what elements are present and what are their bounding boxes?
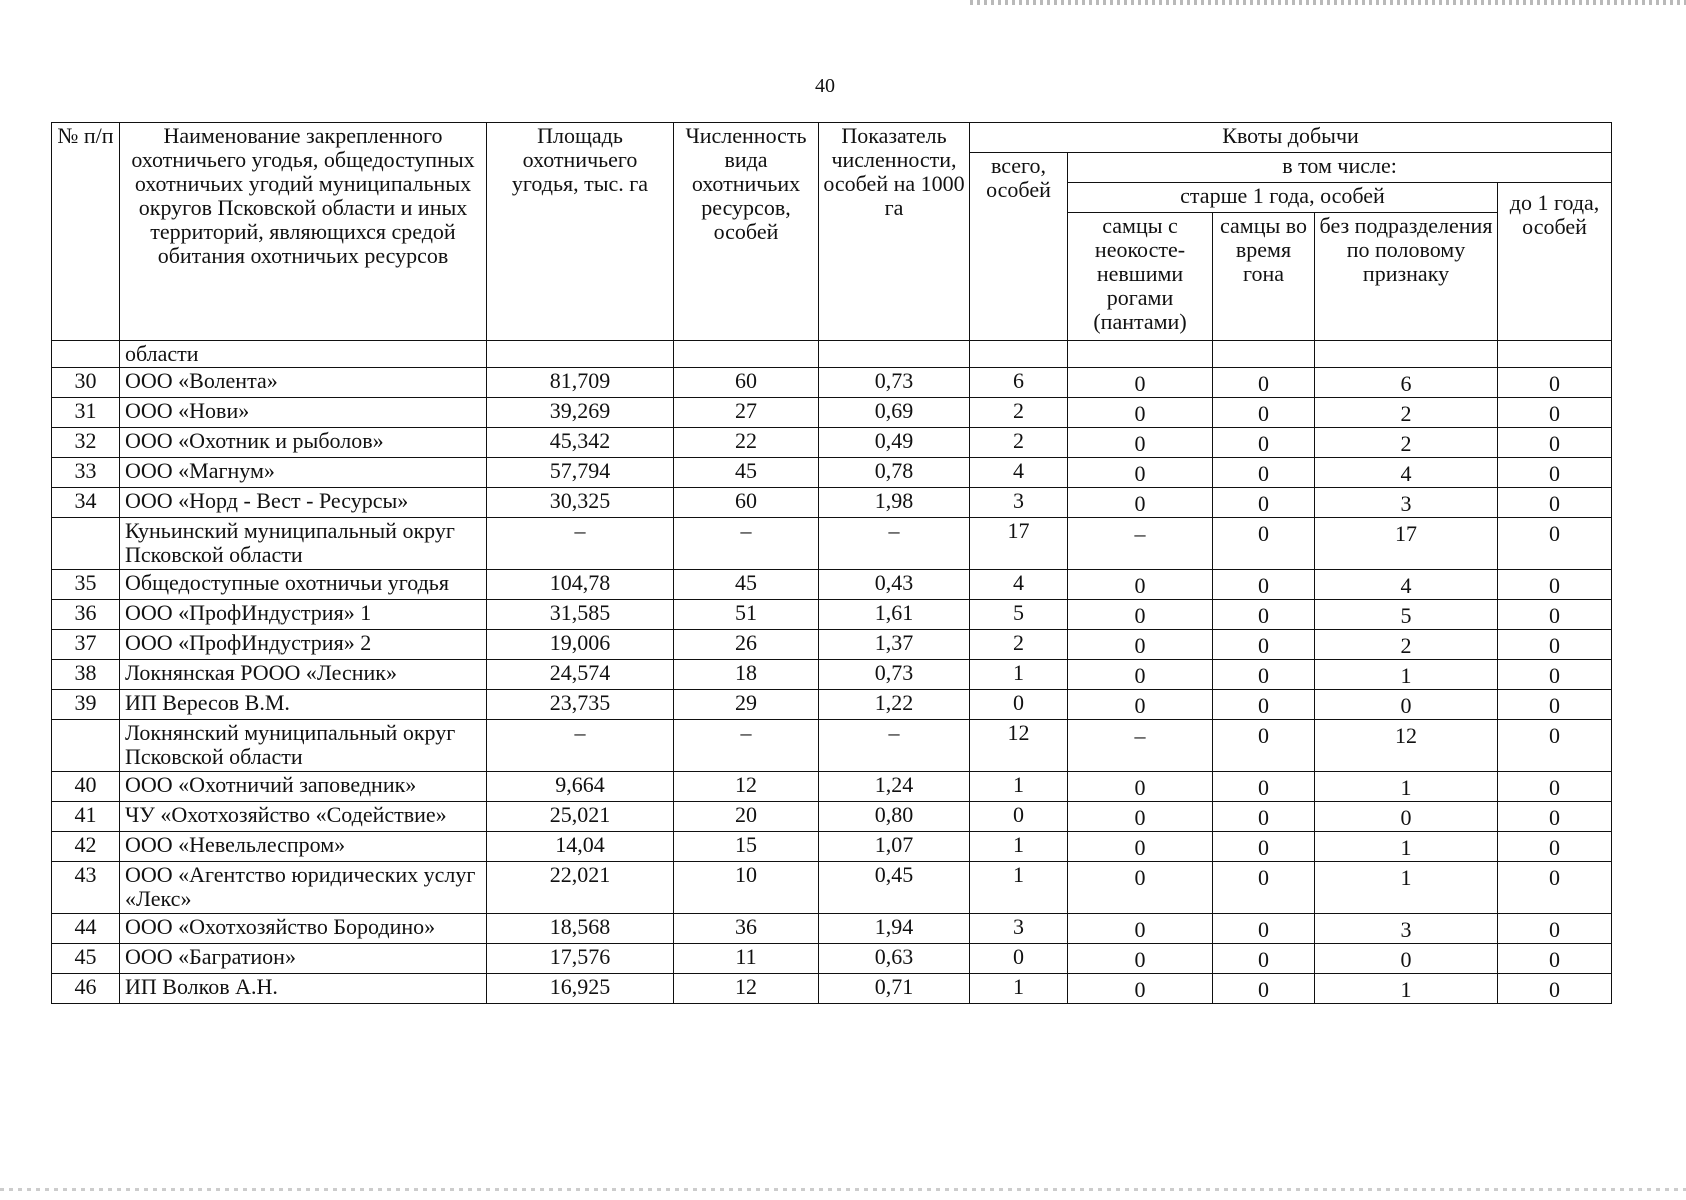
cell-density: 0,73 <box>819 368 970 398</box>
cell-name: ИП Волков А.Н. <box>120 974 487 1004</box>
cell-area: 81,709 <box>487 368 674 398</box>
cell-under: 0 <box>1498 518 1612 570</box>
cell-males-antlers: 0 <box>1068 428 1213 458</box>
cell-under <box>1498 341 1612 368</box>
cell-males-antlers: 0 <box>1068 660 1213 690</box>
cell-under: 0 <box>1498 772 1612 802</box>
cell-name: ООО «Нови» <box>120 398 487 428</box>
cell-males-antlers: 0 <box>1068 600 1213 630</box>
cell-no-sex: 17 <box>1315 518 1498 570</box>
cell-name: ООО «Багратион» <box>120 944 487 974</box>
scan-edge-top <box>970 0 1686 5</box>
cell-num: 39 <box>52 690 120 720</box>
header-older: старше 1 года, особей <box>1068 183 1498 213</box>
table-row <box>52 660 1612 690</box>
cell-males-rut: 0 <box>1213 772 1315 802</box>
cell-name: ООО «ПрофИндустрия» 2 <box>120 630 487 660</box>
cell-area: 17,576 <box>487 944 674 974</box>
header-num: № п/п <box>52 123 120 341</box>
table-row <box>52 630 1612 660</box>
cell-num <box>52 720 120 772</box>
cell-males-rut: 0 <box>1213 630 1315 660</box>
cell-area: 45,342 <box>487 428 674 458</box>
cell-density: 0,43 <box>819 570 970 600</box>
cell-name: ЧУ «Охотхозяйство «Содействие» <box>120 802 487 832</box>
cell-density: 0,71 <box>819 974 970 1004</box>
cell-males-antlers: 0 <box>1068 488 1213 518</box>
table-row <box>52 772 1612 802</box>
cell-area: – <box>487 720 674 772</box>
table-row <box>52 914 1612 944</box>
cell-num: 31 <box>52 398 120 428</box>
cell-name: Локнянская РООО «Лесник» <box>120 660 487 690</box>
cell-total: 1 <box>970 862 1068 914</box>
cell-num: 45 <box>52 944 120 974</box>
table-row <box>52 690 1612 720</box>
cell-under: 0 <box>1498 428 1612 458</box>
cell-name: ООО «Охотничий заповедник» <box>120 772 487 802</box>
cell-population: 10 <box>674 862 819 914</box>
cell-name: ООО «Норд - Вест - Ресурсы» <box>120 488 487 518</box>
table-row <box>52 974 1612 1004</box>
header-no-sex: без подразделения по половому признаку <box>1315 213 1498 341</box>
cell-num <box>52 518 120 570</box>
cell-total: 1 <box>970 772 1068 802</box>
cell-name: ООО «ПрофИндустрия» 1 <box>120 600 487 630</box>
cell-males-rut: 0 <box>1213 600 1315 630</box>
cell-density: 0,69 <box>819 398 970 428</box>
cell-males-antlers: 0 <box>1068 570 1213 600</box>
scan-edge-bottom <box>0 1188 1686 1191</box>
header-males-rut: самцы во время гона <box>1213 213 1315 341</box>
cell-name: Куньинский муниципальный округ Псковской области <box>120 518 487 570</box>
cell-population: 29 <box>674 690 819 720</box>
cell-under: 0 <box>1498 914 1612 944</box>
cell-area: 9,664 <box>487 772 674 802</box>
cell-males-rut: 0 <box>1213 862 1315 914</box>
table-row <box>52 458 1612 488</box>
cell-area: 31,585 <box>487 600 674 630</box>
cell-num <box>52 341 120 368</box>
table-row <box>52 428 1612 458</box>
cell-no-sex: 12 <box>1315 720 1498 772</box>
cell-population: 27 <box>674 398 819 428</box>
cell-males-rut: 0 <box>1213 720 1315 772</box>
cell-name: Локнянский муниципальный округ Псковской области <box>120 720 487 772</box>
cell-total: 2 <box>970 428 1068 458</box>
cell-males-antlers: 0 <box>1068 802 1213 832</box>
cell-males-rut: 0 <box>1213 570 1315 600</box>
cell-density: 1,22 <box>819 690 970 720</box>
cell-no-sex: 0 <box>1315 802 1498 832</box>
cell-name: Общедоступные охотничьи угодья <box>120 570 487 600</box>
cell-population: 18 <box>674 660 819 690</box>
header-males-antlers: самцы с неокосте-невшими рогами (пантами) <box>1068 213 1213 341</box>
cell-males-rut: 0 <box>1213 660 1315 690</box>
table-body <box>52 341 1612 1004</box>
cell-area: 104,78 <box>487 570 674 600</box>
cell-no-sex: 1 <box>1315 660 1498 690</box>
cell-under: 0 <box>1498 398 1612 428</box>
cell-males-rut: 0 <box>1213 832 1315 862</box>
cell-no-sex: 4 <box>1315 570 1498 600</box>
cell-males-antlers: – <box>1068 720 1213 772</box>
cell-males-rut: 0 <box>1213 458 1315 488</box>
cell-density: 1,24 <box>819 772 970 802</box>
cell-under: 0 <box>1498 368 1612 398</box>
cell-under: 0 <box>1498 660 1612 690</box>
cell-population: 45 <box>674 458 819 488</box>
cell-no-sex: 2 <box>1315 398 1498 428</box>
cell-no-sex: 5 <box>1315 600 1498 630</box>
table-row <box>52 570 1612 600</box>
cell-under: 0 <box>1498 802 1612 832</box>
cell-total: 0 <box>970 944 1068 974</box>
cell-males-rut: 0 <box>1213 518 1315 570</box>
cell-area: 18,568 <box>487 914 674 944</box>
cell-density: 1,61 <box>819 600 970 630</box>
cell-males-antlers: 0 <box>1068 974 1213 1004</box>
cell-population: 60 <box>674 488 819 518</box>
cell-total: 4 <box>970 458 1068 488</box>
cell-males-antlers: – <box>1068 518 1213 570</box>
cell-density: 1,94 <box>819 914 970 944</box>
cell-density: – <box>819 518 970 570</box>
cell-density: 0,45 <box>819 862 970 914</box>
cell-total: 12 <box>970 720 1068 772</box>
cell-num: 34 <box>52 488 120 518</box>
cell-population: 22 <box>674 428 819 458</box>
cell-density: 0,80 <box>819 802 970 832</box>
cell-males-antlers: 0 <box>1068 914 1213 944</box>
cell-males-rut: 0 <box>1213 690 1315 720</box>
cell-no-sex: 2 <box>1315 428 1498 458</box>
cell-no-sex: 3 <box>1315 488 1498 518</box>
cell-population: 51 <box>674 600 819 630</box>
cell-population: 12 <box>674 974 819 1004</box>
cell-name: ООО «Невельлеспром» <box>120 832 487 862</box>
cell-total: 3 <box>970 488 1068 518</box>
cell-area: 16,925 <box>487 974 674 1004</box>
cell-density: 0,78 <box>819 458 970 488</box>
cell-under: 0 <box>1498 974 1612 1004</box>
cell-area: 24,574 <box>487 660 674 690</box>
cell-males-antlers: 0 <box>1068 630 1213 660</box>
cell-num: 37 <box>52 630 120 660</box>
cell-area: 25,021 <box>487 802 674 832</box>
cell-num: 38 <box>52 660 120 690</box>
cell-no-sex: 1 <box>1315 862 1498 914</box>
cell-population: 20 <box>674 802 819 832</box>
cell-name: ООО «Агентство юридических услуг «Лекс» <box>120 862 487 914</box>
table-row <box>52 862 1612 914</box>
cell-total: 2 <box>970 630 1068 660</box>
cell-no-sex: 0 <box>1315 944 1498 974</box>
cell-total <box>970 341 1068 368</box>
cell-density: 1,37 <box>819 630 970 660</box>
cell-density <box>819 341 970 368</box>
cell-population: – <box>674 518 819 570</box>
cell-no-sex: 1 <box>1315 832 1498 862</box>
header-quotas: Квоты добычи <box>970 123 1612 153</box>
cell-under: 0 <box>1498 630 1612 660</box>
cell-num: 43 <box>52 862 120 914</box>
header-population: Численность вида охотничьих ресурсов, особей <box>674 123 819 341</box>
header-total: всего, особей <box>970 153 1068 341</box>
cell-total: 1 <box>970 974 1068 1004</box>
cell-name: области <box>120 341 487 368</box>
cell-num: 40 <box>52 772 120 802</box>
cell-males-rut: 0 <box>1213 428 1315 458</box>
cell-density: 1,98 <box>819 488 970 518</box>
cell-males-rut: 0 <box>1213 368 1315 398</box>
quota-table <box>51 122 1612 1004</box>
cell-population: 45 <box>674 570 819 600</box>
header-name: Наименование закрепленного охотничьего угодья, общедоступных охотничьих угодий муниципальных округов Псковской области и иных территорий, являющихся средой обитания охотничьих ресурсов <box>120 123 487 341</box>
cell-males-antlers: 0 <box>1068 690 1213 720</box>
cell-population: 36 <box>674 914 819 944</box>
cell-population: 60 <box>674 368 819 398</box>
cell-total: 1 <box>970 832 1068 862</box>
cell-density: 0,49 <box>819 428 970 458</box>
cell-males-antlers: 0 <box>1068 862 1213 914</box>
cell-no-sex: 3 <box>1315 914 1498 944</box>
cell-males-rut: 0 <box>1213 944 1315 974</box>
cell-area: 14,04 <box>487 832 674 862</box>
page-number: 40 <box>815 75 835 97</box>
cell-total: 6 <box>970 368 1068 398</box>
cell-males-rut: 0 <box>1213 398 1315 428</box>
cell-area <box>487 341 674 368</box>
cell-num: 41 <box>52 802 120 832</box>
header-including: в том числе: <box>1068 153 1612 183</box>
cell-under: 0 <box>1498 570 1612 600</box>
cell-population: 11 <box>674 944 819 974</box>
cell-total: 4 <box>970 570 1068 600</box>
cell-males-rut: 0 <box>1213 974 1315 1004</box>
cell-males-antlers: 0 <box>1068 398 1213 428</box>
cell-num: 44 <box>52 914 120 944</box>
header-density: Показатель численности, особей на 1000 га <box>819 123 970 341</box>
cell-no-sex: 4 <box>1315 458 1498 488</box>
cell-population <box>674 341 819 368</box>
cell-under: 0 <box>1498 458 1612 488</box>
table-row <box>52 832 1612 862</box>
cell-num: 33 <box>52 458 120 488</box>
continuation-row <box>52 341 1612 368</box>
cell-under: 0 <box>1498 600 1612 630</box>
table-row <box>52 518 1612 570</box>
cell-density: 1,07 <box>819 832 970 862</box>
header-area: Площадь охотничьего угодья, тыс. га <box>487 123 674 341</box>
cell-area: 30,325 <box>487 488 674 518</box>
cell-name: ООО «Магнум» <box>120 458 487 488</box>
table-row <box>52 944 1612 974</box>
cell-population: 26 <box>674 630 819 660</box>
cell-under: 0 <box>1498 690 1612 720</box>
cell-name: ООО «Волента» <box>120 368 487 398</box>
cell-num: 35 <box>52 570 120 600</box>
table-row <box>52 802 1612 832</box>
table-row <box>52 720 1612 772</box>
cell-area: 22,021 <box>487 862 674 914</box>
cell-under: 0 <box>1498 832 1612 862</box>
cell-under: 0 <box>1498 944 1612 974</box>
table-row <box>52 488 1612 518</box>
table-row <box>52 368 1612 398</box>
cell-males-antlers: 0 <box>1068 458 1213 488</box>
cell-males-antlers: 0 <box>1068 772 1213 802</box>
cell-males-rut <box>1213 341 1315 368</box>
cell-males-antlers: 0 <box>1068 368 1213 398</box>
cell-total: 1 <box>970 660 1068 690</box>
cell-no-sex: 6 <box>1315 368 1498 398</box>
cell-males-antlers: 0 <box>1068 944 1213 974</box>
cell-population: 12 <box>674 772 819 802</box>
cell-num: 42 <box>52 832 120 862</box>
cell-total: 2 <box>970 398 1068 428</box>
cell-no-sex: 0 <box>1315 690 1498 720</box>
cell-no-sex: 1 <box>1315 772 1498 802</box>
cell-total: 3 <box>970 914 1068 944</box>
cell-males-rut: 0 <box>1213 914 1315 944</box>
cell-under: 0 <box>1498 862 1612 914</box>
cell-no-sex: 2 <box>1315 630 1498 660</box>
table-row <box>52 398 1612 428</box>
cell-males-rut: 0 <box>1213 488 1315 518</box>
cell-num: 30 <box>52 368 120 398</box>
cell-density: 0,73 <box>819 660 970 690</box>
cell-num: 46 <box>52 974 120 1004</box>
cell-area: 19,006 <box>487 630 674 660</box>
cell-total: 17 <box>970 518 1068 570</box>
cell-population: 15 <box>674 832 819 862</box>
table-row <box>52 600 1612 630</box>
cell-under: 0 <box>1498 720 1612 772</box>
cell-name: ИП Вересов В.М. <box>120 690 487 720</box>
cell-name: ООО «Охотник и рыболов» <box>120 428 487 458</box>
cell-num: 32 <box>52 428 120 458</box>
cell-density: 0,63 <box>819 944 970 974</box>
cell-area: 57,794 <box>487 458 674 488</box>
cell-total: 5 <box>970 600 1068 630</box>
cell-population: – <box>674 720 819 772</box>
cell-area: – <box>487 518 674 570</box>
cell-area: 23,735 <box>487 690 674 720</box>
cell-density: – <box>819 720 970 772</box>
table-header <box>52 123 1612 341</box>
cell-total: 0 <box>970 802 1068 832</box>
cell-no-sex <box>1315 341 1498 368</box>
cell-under: 0 <box>1498 488 1612 518</box>
header-under: до 1 года, особей <box>1498 183 1612 341</box>
cell-total: 0 <box>970 690 1068 720</box>
cell-males-antlers: 0 <box>1068 832 1213 862</box>
cell-males-antlers <box>1068 341 1213 368</box>
cell-num: 36 <box>52 600 120 630</box>
cell-no-sex: 1 <box>1315 974 1498 1004</box>
cell-area: 39,269 <box>487 398 674 428</box>
cell-males-rut: 0 <box>1213 802 1315 832</box>
cell-name: ООО «Охотхозяйство Бородино» <box>120 914 487 944</box>
